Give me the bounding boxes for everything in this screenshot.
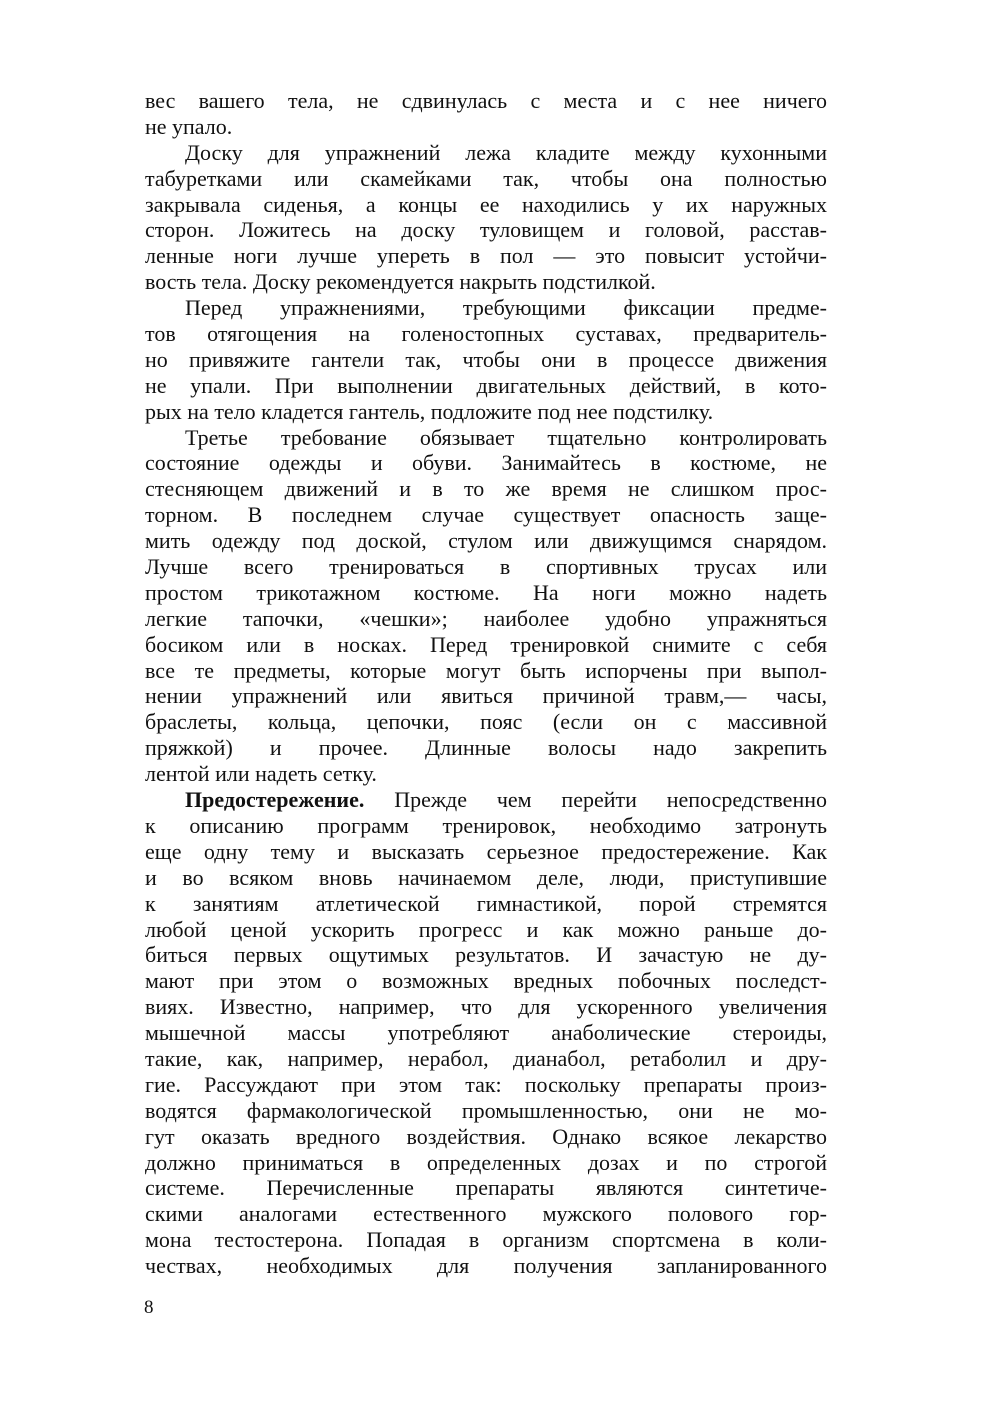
text-line: Третье требование обязывает тщательно контролировать (185, 424, 827, 450)
text-line: еще одну тему и высказать серьезное предостережение. Как (145, 838, 827, 864)
text-line: не упали. При выполнении двигательных действий, в кото- (145, 372, 827, 398)
text-line: лентой или надеть сетку. (145, 761, 377, 787)
text-line: все те предметы, которые могут быть испорчены при выпол- (145, 657, 827, 683)
text-line: но привяжите гантели так, чтобы они в процессе движения (145, 346, 827, 372)
text-line: состояние одежды и обуви. Занимайтесь в костюме, не (145, 450, 827, 476)
text-line: торном. В последнем случае существует опасность заще- (145, 502, 827, 528)
text-line: Доску для упражнений лежа кладите между кухонными (185, 139, 827, 165)
text-line: сторон. Ложитесь на доску туловищем и головой, расстав- (145, 217, 827, 243)
text-line: стесняющем движений и в то же время не слишком прос- (145, 476, 827, 502)
text-line: нении упражнений или явиться причиной травм,— часы, (145, 683, 827, 709)
text-line: скими аналогами естественного мужского полового гор- (145, 1201, 827, 1227)
text-line: вес вашего тела, не сдвинулась с места и с нее ничего (145, 88, 827, 113)
paragraph (145, 295, 827, 424)
text-line: пряжкой) и прочее. Длинные волосы надо закрепить (145, 735, 827, 761)
text-line-rest: Прежде чем перейти непосредственно (364, 787, 827, 813)
paragraph (145, 140, 827, 295)
text-line (145, 787, 827, 813)
text-line: вость тела. Доску рекомендуется накрыть подстилкой. (145, 269, 656, 295)
text-line: табуретками или скамейками так, чтобы она полностью (145, 165, 827, 191)
paragraph (145, 88, 827, 140)
paragraph (145, 787, 827, 1279)
text-line: Лучше всего тренироваться в спортивных трусах или (145, 554, 827, 580)
text-line: системе. Перечисленные препараты являются синтетиче- (145, 1175, 827, 1201)
page-body (145, 88, 827, 1279)
text-line: рых на тело кладется гантель, подложите под нее подстилку. (145, 398, 714, 424)
paragraph-lead: Предостережение. (185, 787, 365, 813)
text-line: любой ценой ускорить прогресс и как можно раньше до- (145, 916, 827, 942)
text-line: мают при этом о возможных вредных побочных последст- (145, 968, 827, 994)
text-line: ленные ноги лучше упереть в пол — это повысит устойчи- (145, 243, 827, 269)
text-line: закрывала сиденья, а концы ее находились у их наружных (145, 191, 827, 217)
text-line: к описанию программ тренировок, необходимо затронуть (145, 812, 827, 838)
text-line: тов отягощения на голеностопных суставах, предваритель- (145, 321, 827, 347)
text-line: виях. Известно, например, что для ускоренного увеличения (145, 994, 827, 1020)
text-line: такие, как, например, нерабол, дианабол, ретаболил и дру- (145, 1045, 827, 1071)
text-line: Перед упражнениями, требующими фиксации предме- (185, 295, 827, 321)
text-line: к занятиям атлетической гимнастикой, порой стремятся (145, 890, 827, 916)
text-line: браслеты, кольца, цепочки, пояс (если он с массивной (145, 709, 827, 735)
page-number: 8 (144, 1297, 154, 1318)
text-line: водятся фармакологической промышленностью, они не мо- (145, 1097, 827, 1123)
text-line: чествах, необходимых для получения запланированного (145, 1253, 827, 1279)
text-line: мить одежду под доской, стулом или движущимся снарядом. (145, 528, 827, 554)
text-line: простом трикотажном костюме. На ноги можно надеть (145, 579, 827, 605)
text-line: мона тестостерона. Попадая в организм спортсмена в коли- (145, 1227, 827, 1253)
text-line: босиком или в носках. Перед тренировкой снимите с себя (145, 631, 827, 657)
text-line: гут оказать вредного воздействия. Однако всякое лекарство (145, 1123, 827, 1149)
text-line: биться первых ощутимых результатов. И зачастую не ду- (145, 942, 827, 968)
paragraph (145, 425, 827, 787)
text-line: и во всяком вновь начинаемом деле, люди, приступившие (145, 864, 827, 890)
text-line: легкие тапочки, «чешки»; наиболее удобно упражняться (145, 605, 827, 631)
text-line: должно приниматься в определенных дозах и по строгой (145, 1149, 827, 1175)
text-line: мышечной массы употребляют анаболические стероиды, (145, 1020, 827, 1046)
text-line: не упало. (145, 113, 233, 139)
text-line: гие. Рассуждают при этом так: поскольку препараты произ- (145, 1071, 827, 1097)
